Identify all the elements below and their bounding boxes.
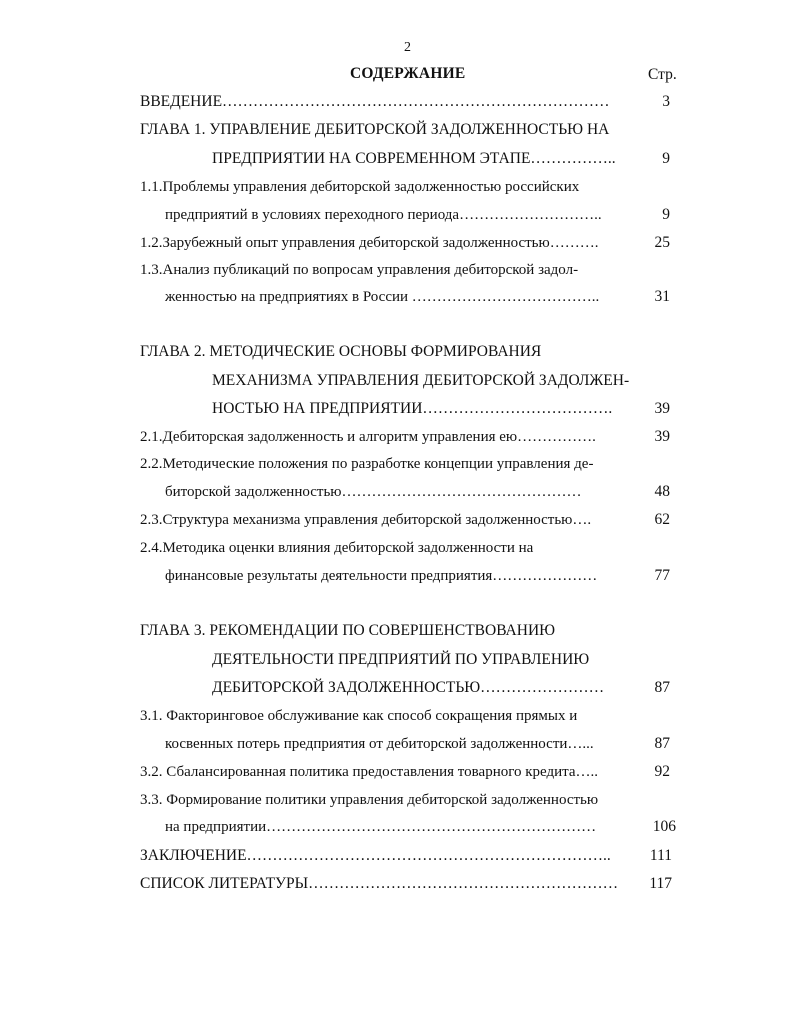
- page-column-label: Стр.: [648, 66, 677, 83]
- toc-page-2-2: 48: [654, 483, 670, 500]
- toc-section-3-2: 3.2. Сбалансированная политика предоставления товарного кредита…..: [140, 764, 599, 780]
- toc-page-conclusion: 111: [649, 847, 672, 864]
- toc-chapter-3-title: ГЛАВА 3. РЕКОМЕНДАЦИИ ПО СОВЕРШЕНСТВОВАНИЮ: [140, 622, 556, 639]
- toc-entry-literature: СПИСОК ЛИТЕРАТУРЫ……………………………………………………: [140, 875, 619, 892]
- toc-section-2-4: 2.4.Методика оценки влияния дебиторской задолженности на: [140, 540, 534, 556]
- toc-chapter-1-title-cont: ПРЕДПРИЯТИИ НА СОВРЕМЕННОМ ЭТАПЕ……………..: [212, 150, 616, 167]
- toc-chapter-2-title-cont-2: НОСТЬЮ НА ПРЕДПРИЯТИИ……………………………….: [212, 400, 613, 417]
- toc-page-1-1: 9: [662, 206, 670, 223]
- toc-section-3-3-cont: на предприятии…………………………………………………………: [165, 819, 597, 835]
- toc-section-1-3-cont: женностью на предприятиях в России ………………………………..: [165, 289, 600, 305]
- toc-section-1-3: 1.3.Анализ публикаций по вопросам управления дебиторской задол-: [140, 262, 579, 278]
- toc-page-1-2: 25: [654, 234, 670, 251]
- page-number: 2: [404, 40, 411, 55]
- toc-section-1-1-cont: предприятий в условиях переходного периода………………………..: [165, 207, 602, 223]
- toc-page-1-3: 31: [654, 288, 670, 305]
- toc-page-chapter-3: 87: [654, 679, 670, 696]
- toc-page-3-3: 106: [652, 818, 676, 835]
- toc-title: СОДЕРЖАНИЕ: [350, 65, 466, 82]
- toc-section-1-1: 1.1.Проблемы управления дебиторской задолженностью российских: [140, 179, 580, 195]
- toc-section-3-1: 3.1. Факторинговое обслуживание как способ сокращения прямых и: [140, 708, 578, 724]
- toc-section-2-1: 2.1.Дебиторская задолженность и алгоритм управления ею…………….: [140, 429, 596, 445]
- toc-page-2-3: 62: [654, 511, 670, 528]
- toc-section-3-3: 3.3. Формирование политики управления дебиторской задолженностью: [140, 792, 599, 808]
- toc-entry-conclusion: ЗАКЛЮЧЕНИЕ……………………………………………………………..: [140, 847, 611, 864]
- toc-page-2-4: 77: [654, 567, 670, 584]
- toc-page-2-1: 39: [654, 428, 670, 445]
- toc-page-chapter-1: 9: [662, 150, 670, 167]
- toc-page-chapter-2: 39: [654, 400, 670, 417]
- toc-chapter-3-title-cont-2: ДЕБИТОРСКОЙ ЗАДОЛЖЕННОСТЬЮ……………………: [212, 679, 605, 696]
- toc-page-introduction: 3: [662, 93, 670, 110]
- toc-page-literature: 117: [649, 875, 672, 892]
- toc-section-3-1-cont: косвенных потерь предприятия от дебиторской задолженности…...: [165, 736, 594, 752]
- toc-chapter-2-title: ГЛАВА 2. МЕТОДИЧЕСКИЕ ОСНОВЫ ФОРМИРОВАНИЯ: [140, 343, 542, 360]
- toc-chapter-1-title: ГЛАВА 1. УПРАВЛЕНИЕ ДЕБИТОРСКОЙ ЗАДОЛЖЕННОСТЬЮ НА: [140, 121, 610, 138]
- toc-section-2-4-cont: финансовые результаты деятельности предприятия…………………: [165, 568, 598, 584]
- toc-section-2-3: 2.3.Структура механизма управления дебиторской задолженностью….: [140, 512, 592, 528]
- toc-section-1-2: 1.2.Зарубежный опыт управления дебиторской задолженностью……….: [140, 235, 599, 251]
- toc-chapter-3-title-cont: ДЕЯТЕЛЬНОСТИ ПРЕДПРИЯТИЙ ПО УПРАВЛЕНИЮ: [212, 651, 590, 668]
- toc-section-2-2-cont: биторской задолженностью…………………………………………: [165, 484, 582, 500]
- toc-page-3-2: 92: [654, 763, 670, 780]
- toc-section-2-2: 2.2.Методические положения по разработке концепции управления де-: [140, 456, 594, 472]
- toc-page-3-1: 87: [654, 735, 670, 752]
- toc-chapter-2-title-cont: МЕХАНИЗМА УПРАВЛЕНИЯ ДЕБИТОРСКОЙ ЗАДОЛЖЕН-: [212, 372, 630, 389]
- toc-entry-introduction: ВВЕДЕНИЕ…………………………………………………………………: [140, 93, 610, 110]
